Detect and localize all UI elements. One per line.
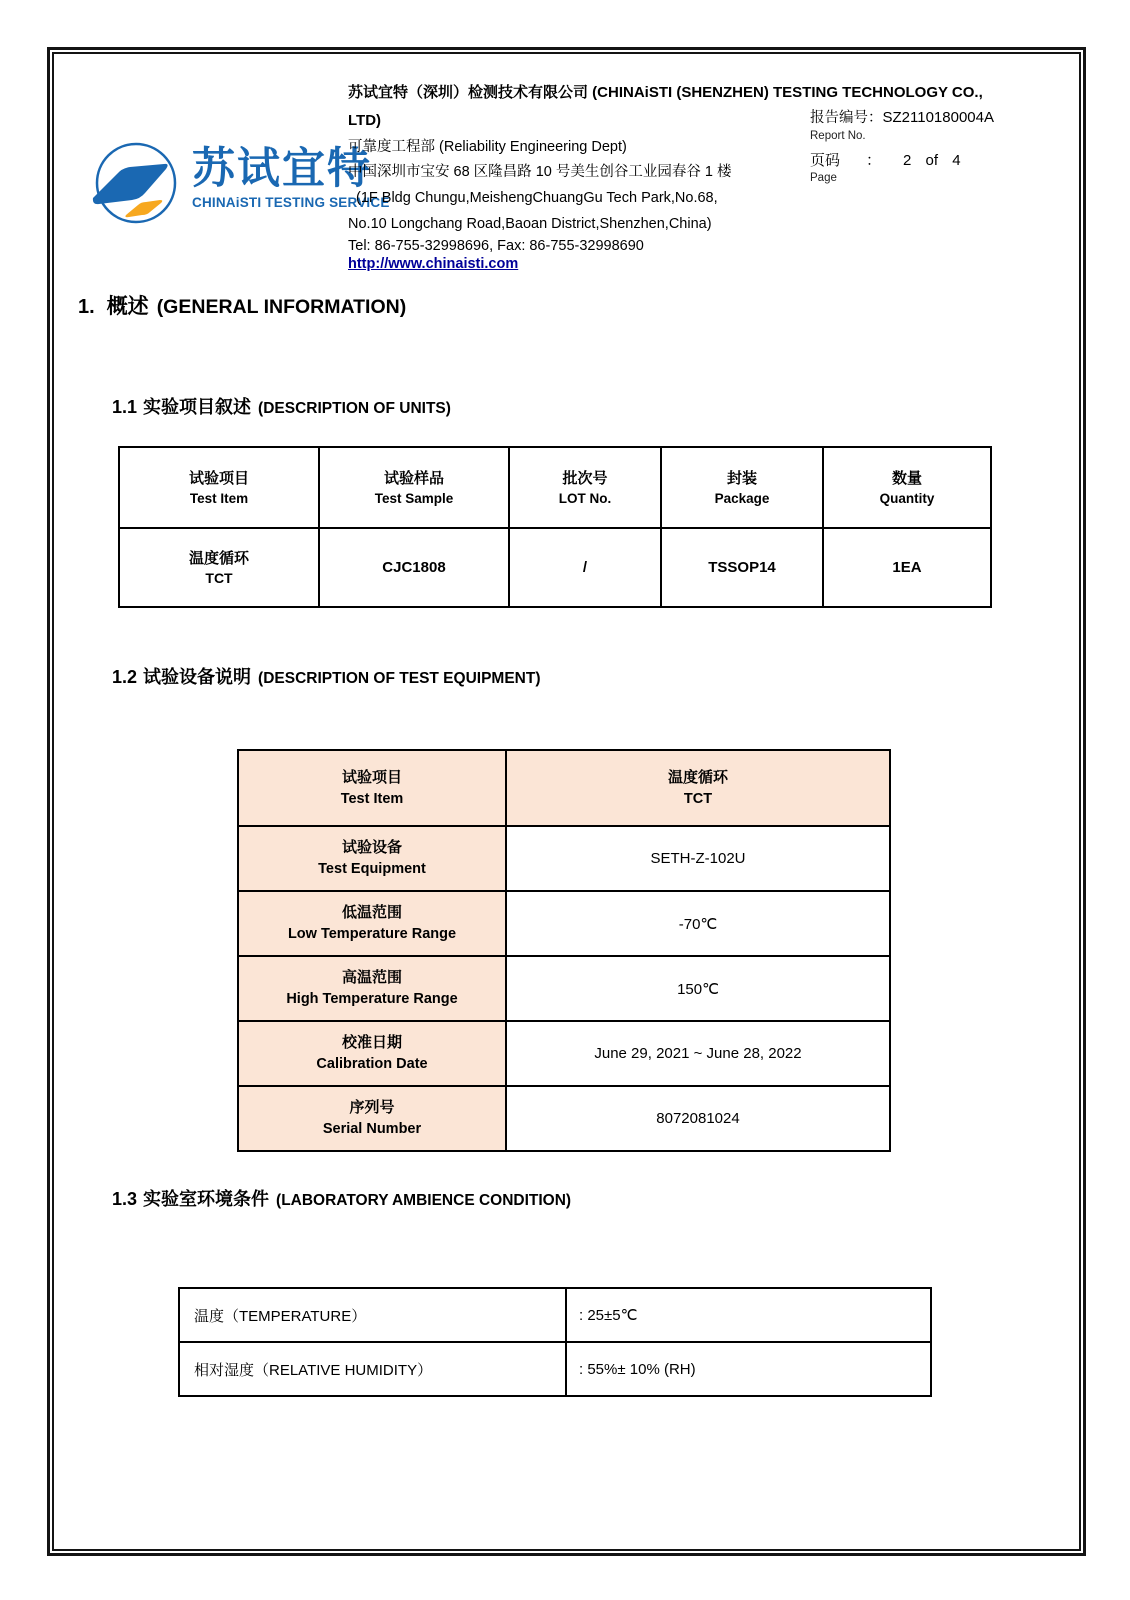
ambience-row (179, 1288, 931, 1342)
ambience-value: : 25±5℃ (566, 1288, 931, 1342)
address-chinese: 中国深圳市宝安 68 区隆昌路 10 号美生创谷工业园春谷 1 楼 (348, 164, 732, 180)
section-1-3-title-cn: 实验室环境条件 (143, 1189, 270, 1209)
equip-label-en: Test Equipment (318, 861, 426, 877)
company-name-line1: 苏试宜特（深圳）检测技术有限公司 (CHINAiSTI (SHENZHEN) TESTING TECHNOLOGY CO., (348, 84, 983, 101)
report-no-value: SZ2110180004A (882, 109, 994, 126)
website-line (348, 253, 518, 275)
col-quantity (823, 447, 991, 528)
equip-row-label (238, 1086, 506, 1151)
report-no-label: 报告编号： (810, 110, 883, 126)
section-1-number: 1. (78, 296, 95, 318)
company-name-line2: LTD) (348, 112, 382, 129)
equip-label-en: Serial Number (322, 1121, 422, 1137)
col-test-sample (319, 447, 509, 528)
equip-header-label (238, 750, 506, 826)
equipment-row (238, 1021, 890, 1086)
col-quantity-cn: 数量 (891, 469, 922, 487)
equip-row-value: SETH-Z-102U (506, 826, 890, 891)
equip-label-en: High Temperature Range (286, 991, 458, 1007)
equip-label-cn: 试验设备 (341, 839, 402, 856)
tel-fax-line: Tel: 86-755-32998696, Fax: 86-755-32998690 (348, 238, 644, 254)
page-label: 页码 (810, 152, 841, 169)
equipment-header-row (238, 750, 890, 826)
section-1-3-title-en: (LABORATORY AMBIENCE CONDITION) (276, 1192, 572, 1209)
company-logo (90, 136, 390, 233)
equip-row-value: -70℃ (506, 891, 890, 956)
page-value: 2 of 4 (903, 152, 961, 169)
cell-test-sample: CJC1808 (319, 528, 509, 607)
equip-header-label-en: Test Item (340, 790, 404, 807)
ambience-value: : 55%± 10% (RH) (566, 1342, 931, 1396)
department-line: 可靠度工程部 (Reliability Engineering Dept) (348, 139, 627, 155)
ambience-table (178, 1287, 932, 1397)
equip-header-label-cn: 试验项目 (341, 768, 402, 786)
section-1-title-en: (GENERAL INFORMATION) (156, 296, 407, 318)
report-no-line (810, 106, 994, 127)
equipment-row (238, 956, 890, 1021)
equipment-table (237, 749, 891, 1152)
col-test-item-en: Test Item (189, 490, 249, 506)
cell-package: TSSOP14 (661, 528, 823, 607)
section-1-2-title-en: (DESCRIPTION OF TEST EQUIPMENT) (258, 670, 541, 687)
cell-test-item-cn: 温度循环 (188, 549, 249, 567)
col-package-cn: 封装 (726, 469, 757, 487)
cell-test-item-en: TCT (205, 569, 233, 586)
section-1-2-number: 1.2 (112, 667, 138, 687)
units-table (118, 446, 992, 608)
address-english-line1: (1F Bldg Chungu,MeishengChuangGu Tech Park,No.68, (356, 190, 718, 206)
equip-label-cn: 校准日期 (341, 1034, 402, 1051)
equip-label-cn: 低温范围 (341, 904, 402, 921)
page-colon: ： (866, 152, 882, 169)
cell-quantity: 1EA (823, 528, 991, 607)
equip-label-en: Calibration Date (316, 1056, 428, 1072)
logo-english-name: CHINAiSTI TESTING SERVICE (192, 195, 390, 210)
col-test-sample-cn: 试验样品 (383, 469, 444, 487)
section-1-3-heading (112, 1185, 571, 1211)
equip-row-value: June 29, 2021 ~ June 28, 2022 (506, 1021, 890, 1086)
section-1-1-heading (112, 393, 451, 419)
equipment-row (238, 826, 890, 891)
page-sublabel: Page (810, 172, 837, 184)
equip-header-value-cn: 温度循环 (667, 768, 728, 786)
section-1-1-title-en: (DESCRIPTION OF UNITS) (258, 400, 451, 417)
section-1-3-number: 1.3 (112, 1189, 138, 1209)
section-1-1-title-cn: 实验项目叙述 (143, 397, 252, 417)
equipment-row (238, 1086, 890, 1151)
chinaisti-logo-icon (90, 136, 182, 233)
section-1-heading (78, 290, 406, 320)
report-no-sublabel: Report No. (810, 130, 866, 142)
col-test-item (119, 447, 319, 528)
equip-row-value: 150℃ (506, 956, 890, 1021)
equip-row-label (238, 956, 506, 1021)
equip-label-cn: 序列号 (349, 1099, 395, 1116)
col-lot-no (509, 447, 661, 528)
section-1-2-title-cn: 试验设备说明 (143, 667, 252, 687)
cell-lot-no: / (509, 528, 661, 607)
equip-header-value (506, 750, 890, 826)
units-table-data-row (119, 528, 991, 607)
ambience-row (179, 1342, 931, 1396)
ambience-label: 相对湿度（RELATIVE HUMIDITY） (179, 1342, 566, 1396)
section-1-2-heading (112, 663, 540, 689)
equip-row-label (238, 826, 506, 891)
units-table-header-row (119, 447, 991, 528)
col-lot-no-en: LOT No. (558, 490, 612, 506)
equip-label-en: Low Temperature Range (287, 926, 457, 942)
ambience-label: 温度（TEMPERATURE） (179, 1288, 566, 1342)
page-number-line (810, 149, 961, 170)
section-1-title-cn: 概述 (106, 295, 149, 318)
equipment-row (238, 891, 890, 956)
equip-row-value: 8072081024 (506, 1086, 890, 1151)
equip-row-label (238, 891, 506, 956)
col-package (661, 447, 823, 528)
address-english-line2: No.10 Longchang Road,Baoan District,Shenzhen,China) (348, 216, 712, 232)
col-quantity-en: Quantity (879, 490, 935, 506)
col-test-item-cn: 试验项目 (188, 469, 249, 487)
logo-chinese-name: 苏试宜特 (192, 145, 372, 193)
col-lot-no-cn: 批次号 (562, 469, 608, 487)
col-test-sample-en: Test Sample (374, 490, 454, 506)
cell-test-item (119, 528, 319, 607)
website-link[interactable]: http://www.chinaisti.com (348, 256, 519, 272)
section-1-1-number: 1.1 (112, 397, 138, 417)
equip-label-cn: 高温范围 (341, 969, 402, 986)
col-package-en: Package (714, 490, 770, 506)
equip-header-value-en: TCT (683, 790, 713, 807)
equip-row-label (238, 1021, 506, 1086)
